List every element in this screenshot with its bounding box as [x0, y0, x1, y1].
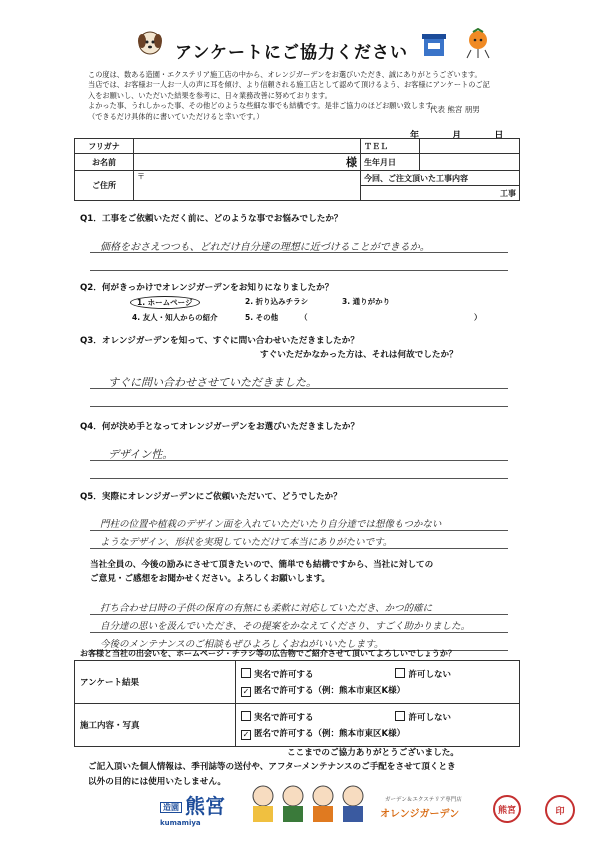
logo-small-text: 造園: [160, 802, 182, 813]
furigana-field[interactable]: [134, 139, 361, 154]
checked-checkbox-icon: ✓: [242, 686, 250, 696]
name-label: お名前: [75, 154, 134, 171]
q4-question: Q4．何が決め手となってオレンジガーデンをお選びいただきましたか？: [80, 422, 360, 432]
option-other[interactable]: 5. その他: [245, 313, 279, 322]
customer-info-table: [74, 138, 520, 201]
publish-permission-table: [74, 660, 520, 747]
q1-answer[interactable]: 価格をおさえつつも、どれだけ自分達の理想に近づけることができるか。: [100, 242, 430, 253]
selected-circle-icon: 1. ホームページ: [130, 296, 200, 309]
publish-row-label: 施工内容・写真: [75, 704, 236, 747]
orange-mascot-icon: [463, 28, 493, 60]
orange-garden-tagline: ガーデン＆エクステリア専門店: [385, 797, 462, 803]
option-homepage[interactable]: [130, 296, 200, 309]
postal-mark: 〒: [137, 172, 145, 181]
hanko-seal: 熊宮: [493, 795, 521, 823]
address-field[interactable]: [134, 171, 361, 201]
birth-field[interactable]: [420, 154, 520, 171]
intro-line: 当店では、お客様お一人お一人の声に耳を傾け、より信頼される施工店として認めて頂けるよう、お客様にアンケートのご記: [88, 80, 490, 90]
thanks-message: ここまでのご協力ありがとうございました。: [287, 748, 459, 758]
q4-answer[interactable]: デザイン性。: [108, 448, 174, 461]
birth-label: 生年月日: [361, 154, 420, 171]
month-label: 月: [452, 131, 462, 141]
day-label: 日: [494, 131, 504, 141]
answer-line: [90, 548, 508, 549]
logo-text: 熊宮: [185, 794, 225, 818]
publish-options: [236, 704, 520, 747]
intro-line: 入をお願いし、いただいた結果を参考に、日々業務改善に努めております。: [88, 90, 332, 100]
name-suffix: 様: [346, 156, 357, 169]
q5-answer-line[interactable]: 門柱の位置や植栽のデザイン面を入れていただいたり自分達では想像もつかない: [100, 519, 442, 530]
work-suffix: 工事: [500, 188, 516, 198]
staff-illustration-icon: [245, 780, 370, 824]
checkbox-anonymous[interactable]: ✓ 匿名で許可する（例：熊本市東区K様）: [242, 685, 406, 696]
kumamiya-logo: [160, 790, 225, 827]
q3-answer[interactable]: すぐに問い合わせさせていただきました。: [108, 376, 317, 389]
comment-answer-line[interactable]: 自分達の思いを汲んでいただき、その提案をかなえてくださり、すごく助かりました。: [100, 621, 471, 632]
answer-line: [90, 478, 508, 479]
publish-question: お客様と当社の出会いを、ホームページ・チラシ等の広告物でご紹介させて頂いてよろしいでしょうか？: [80, 649, 456, 658]
option-friend[interactable]: 4. 友人・知人からの紹介: [132, 313, 218, 322]
furigana-label: フリガナ: [75, 139, 134, 154]
logo-subtext: kumamiya: [160, 819, 201, 827]
answer-line: [90, 406, 508, 407]
name-field[interactable]: [134, 154, 361, 171]
checkbox-icon: [395, 711, 405, 721]
checked-checkbox-icon: ✓: [242, 729, 250, 739]
q3-question: Q3．オレンジガーデンを知って、すぐに問い合わせいただきましたか？: [80, 336, 359, 346]
q5-question: Q5．実際にオレンジガーデンにご依頼いただいて、どうでしたか？: [80, 492, 342, 502]
publish-options: [236, 661, 520, 704]
checkbox-real-name[interactable]: 実名で許可する: [241, 668, 314, 680]
intro-line: よかった事、うれしかった事、その他どのような些細な事でも結構です。是非ご協力のほどお願い致します。: [88, 101, 440, 111]
checkbox-anonymous[interactable]: ✓ 匿名で許可する（例：熊本市東区K様）: [242, 728, 406, 739]
orange-garden-logo: オレンジガーデン: [380, 809, 460, 820]
answer-line: [90, 614, 508, 615]
checkbox-icon: [395, 668, 405, 678]
hanko-seal: 印: [545, 795, 575, 825]
option-flyer[interactable]: 2. 折り込みチラシ: [245, 297, 309, 306]
other-paren-close: ）: [474, 313, 482, 322]
page-title: アンケートにご協力ください: [175, 43, 408, 63]
checkbox-icon: [241, 711, 251, 721]
checkbox-deny[interactable]: 許可しない: [395, 668, 451, 680]
privacy-note: ご記入頂いた個人情報は、季刊誌等の送付や、アフターメンテナンスのご手配をさせて頂くとき: [88, 762, 456, 772]
tel-label: ＴＥＬ: [361, 139, 420, 154]
address-label: ご住所: [75, 171, 134, 201]
checkbox-real-name[interactable]: 実名で許可する: [241, 711, 314, 723]
year-label: 年: [410, 131, 420, 141]
answer-line: [90, 530, 508, 531]
work-field[interactable]: [361, 186, 520, 201]
privacy-note: 以外の目的には使用いたしません。: [88, 777, 227, 787]
checkbox-icon: [241, 668, 251, 678]
comment-request: ご意見・ご感想をお聞かせください。よろしくお願いします。: [90, 574, 330, 584]
q5-answer-line[interactable]: ようなデザイン、形状を実現していただけて本当にありがたいです。: [100, 537, 393, 548]
answer-line: [90, 270, 508, 271]
shrine-logo-icon: [420, 30, 448, 60]
work-label: 今回、ご注文頂いた工事内容: [361, 171, 520, 186]
option-passing[interactable]: 3. 通りがかり: [342, 297, 391, 306]
q2-question: Q2．何がきっかけでオレンジガーデンをお知りになりましたか？: [80, 283, 334, 293]
q3-subquestion: すぐいただかなかった方は、それは何故でしたか？: [260, 350, 458, 360]
intro-line: この度は、数ある造園・エクステリア施工店の中から、オレンジガーデンをお選びいただき、誠にありがとうございます。: [88, 70, 482, 79]
answer-line: [90, 632, 508, 633]
signer-name: 代表 熊宮 朋男: [430, 105, 480, 114]
publish-row-label: アンケート結果: [75, 661, 236, 704]
comment-request: 当社全員の、今後の励みにさせて頂きたいので、簡単でも結構ですから、当社に対しての: [90, 560, 434, 570]
mascot-dog-icon: [135, 28, 165, 58]
other-paren-open: （: [300, 313, 308, 322]
comment-answer-line[interactable]: 打ち合わせ日時の子供の保育の有無にも柔軟に対応していただき、かつ的確に: [100, 603, 433, 614]
comment-answer-line[interactable]: 今後のメンテナンスのご相談もぜひよろしくおねがいいたします。: [100, 639, 384, 650]
checkbox-deny[interactable]: 許可しない: [395, 711, 451, 723]
tel-field[interactable]: [420, 139, 520, 154]
q1-question: Q1．工事をご依頼いただく前に、どのような事でお悩みでしたか？: [80, 214, 343, 224]
intro-line: （できるだけ具体的に書いていただけると幸いです。）: [88, 111, 264, 121]
